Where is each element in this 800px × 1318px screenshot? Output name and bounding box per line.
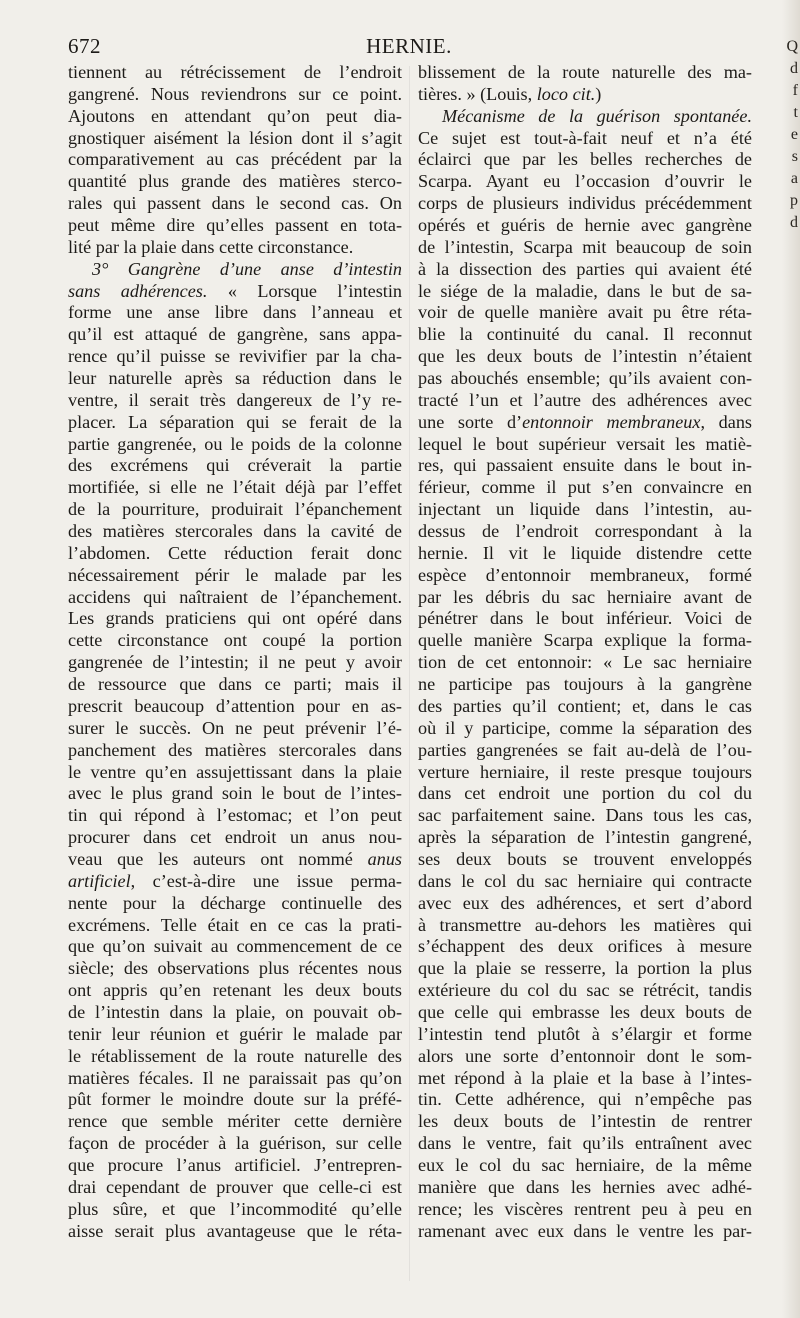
edge-glyph: s <box>791 148 798 165</box>
text-line: que la plaie se resserre, la portion la plus <box>418 958 752 979</box>
text-line: de l’intestin dans la plaie, on pouvait ob- <box>68 1001 402 1022</box>
text-line: panchement des matières stercorales dans <box>68 739 402 760</box>
text-line: sans adhérences. « Lorsque l’intestin <box>68 280 402 301</box>
text-line: blissement de la route naturelle des ma- <box>418 62 752 82</box>
text-line: que qu’on suivait au commencement de ce <box>68 936 402 957</box>
text-line: à la dissection des parties qui avaient été <box>418 258 752 279</box>
text-line: Les grands praticiens qui ont opéré dans <box>68 608 402 629</box>
facing-page-edge <box>782 0 800 1318</box>
column-gutter <box>409 66 410 1281</box>
running-header <box>68 34 750 62</box>
text-line: lequel le bout supérieur versait les matiè- <box>418 433 752 454</box>
edge-glyph: d <box>790 214 798 231</box>
text-line: corps de plusieurs individus précédemment <box>418 193 752 214</box>
text-line: matières fécales. Il ne paraissait pas qu’on <box>68 1067 402 1088</box>
text-line: procurer dans cet endroit un anus nou- <box>68 827 402 848</box>
text-line: accidens qui naîtraient de l’épanchement. <box>68 586 402 607</box>
text-line: de l’intestin, Scarpa mit beaucoup de soin <box>418 236 752 257</box>
text-line: siècle; des observations plus récentes nous <box>68 958 402 979</box>
text-line: cette circonstance ont coupé la portion <box>68 630 402 651</box>
text-line: injectant un liquide dans l’intestin, au- <box>418 499 752 520</box>
text-line: par les débris du sac herniaire avant de <box>418 586 752 607</box>
text-line: une sorte d’entonnoir membraneux, dans <box>418 411 752 432</box>
text-line: à transmettre au-dehors les matières qui <box>418 914 752 935</box>
text-line: Ce sujet est tout-à-fait neuf et n’a été <box>418 127 752 148</box>
text-line: Ajoutons en attendant qu’on peut dia- <box>68 105 402 126</box>
edge-glyph: p <box>790 192 798 209</box>
text-line: extérieure du col du sac se rétrécit, tandis <box>418 980 752 1001</box>
left-column <box>68 62 402 1242</box>
edge-glyph: Q <box>786 38 798 55</box>
text-line: Scarpa. Ayant eu l’occasion d’ouvrir le <box>418 171 752 192</box>
text-line: les deux bouts de l’intestin de rentrer <box>418 1111 752 1132</box>
text-line: qu’il est attaqué de gangrène, sans appa- <box>68 324 402 345</box>
text-line: l’abdomen. Cette réduction ferait donc <box>68 542 402 563</box>
text-line: avec le plus grand soin le bout de l’intes- <box>68 783 402 804</box>
text-line: le rétablissement de la route naturelle des <box>68 1045 402 1066</box>
text-line: après la séparation de l’intestin gangrené, <box>418 827 752 848</box>
text-line: rales qui passent dans le second cas. On <box>68 193 402 214</box>
text-line: partie gangrenée, ou le poids de la colonne <box>68 433 402 454</box>
text-line: excrémens. Telle était en ce cas la prati- <box>68 914 402 935</box>
text-line: espèce d’entonnoir membraneux, formé <box>418 564 752 585</box>
text-line: artificiel, c’est-à-dire une issue perma- <box>68 870 402 891</box>
text-line: de la pourriture, produirait l’épanchement <box>68 499 402 520</box>
text-line: nécessairement périr le malade par les <box>68 564 402 585</box>
text-line: sac parfaitement saine. Dans tous les cas, <box>418 805 752 826</box>
text-line: des parties qu’il contient; et, dans le cas <box>418 695 752 716</box>
text-line: plus sûre, et que l’incommodité qu’elle <box>68 1198 402 1219</box>
text-line: voir de quelle manière avait pu être réta- <box>418 302 752 323</box>
text-line: met répond à la plaie et la base à l’intes- <box>418 1067 752 1088</box>
text-line: alors une sorte d’entonnoir dont le som- <box>418 1045 752 1066</box>
text-line: tenir leur réunion et guérir le malade par <box>68 1023 402 1044</box>
text-line: ramenant avec eux dans le ventre les par- <box>418 1220 752 1241</box>
text-line: des excrémens qui créverait la partie <box>68 455 402 476</box>
text-line: gnostiquer aisément la lésion dont il s’agit <box>68 127 402 148</box>
text-line: quelle manière Scarpa explique la forma- <box>418 630 752 651</box>
text-line: gangrenée de l’intestin; il ne peut y avoir <box>68 652 402 673</box>
text-line: tin. Cette adhérence, qui n’empêche pas <box>418 1089 752 1110</box>
text-line: rence qu’il puisse se revivifier par la cha- <box>68 346 402 367</box>
text-line: prescrit beaucoup d’attention pour en as- <box>68 695 402 716</box>
text-line: que procure l’anus artificiel. J’entrepren- <box>68 1154 402 1175</box>
text-line: pénétrer dans le bout inférieur. Voici de <box>418 608 752 629</box>
text-line: tracté l’un et l’autre des adhérences avec <box>418 389 752 410</box>
edge-glyph: f <box>792 82 798 99</box>
text-line: aisse serait plus avantageuse que le réta- <box>68 1220 402 1241</box>
text-line: res, qui passaient ensuite dans le bout in- <box>418 455 752 476</box>
text-line: le siége de la maladie, dans le but de sa- <box>418 280 752 301</box>
text-line: ses deux bouts se trouvent enveloppés <box>418 848 752 869</box>
text-line: ont appris qu’en retenant les deux bouts <box>68 980 402 1001</box>
text-line: surer le succès. On ne peut prévenir l’é- <box>68 717 402 738</box>
edge-glyph: e <box>790 126 798 143</box>
text-line: gangrené. Nous reviendrons sur ce point. <box>68 83 402 104</box>
text-line: verture herniaire, il reste presque toujours <box>418 761 752 782</box>
text-line: de ressource que dans ce parti; mais il <box>68 674 402 695</box>
text-line: leur naturelle après sa réduction dans le <box>68 368 402 389</box>
edge-glyph: t <box>793 104 798 121</box>
text-line: manière que dans les hernies avec adhé- <box>418 1176 752 1197</box>
text-line: hernie. Il vit le liquide distendre cette <box>418 542 752 563</box>
text-line: façon de procéder à la guérison, sur celle <box>68 1133 402 1154</box>
text-line: rence que semble mériter cette dernière <box>68 1111 402 1132</box>
text-line: lité par la plaie dans cette circonstance. <box>68 236 354 257</box>
text-line: peut même dire qu’elles passent en tota- <box>68 215 402 236</box>
text-line: ventre, il serait très dangereux de l’y re- <box>68 389 402 410</box>
text-line: forme une anse libre dans l’anneau et <box>68 302 402 323</box>
text-line: éclairci que par les belles recherches de <box>418 149 752 170</box>
text-line: l’intestin tend plutôt à s’élargir et forme <box>418 1023 752 1044</box>
text-line: des matières stercorales dans la cavité de <box>68 521 402 542</box>
text-line: comparativement au cas précédent par la <box>68 149 402 170</box>
text-line: pût former le moindre doute sur la préfé- <box>68 1089 402 1110</box>
text-line: où il y participe, comme la séparation des <box>418 717 752 738</box>
text-line: tion de cet entonnoir: « Le sac herniaire <box>418 652 752 673</box>
right-column <box>418 62 752 1242</box>
text-line: que les deux bouts de l’intestin n’étaient <box>418 346 752 367</box>
text-line: veau que les auteurs ont nommé anus <box>68 848 402 869</box>
text-line: férieur, comme il put s’en convaincre en <box>418 477 752 498</box>
text-line: s’échappent des deux orifices à mesure <box>418 936 752 957</box>
text-line: drai cependant de prouver que celle-ci est <box>68 1176 402 1197</box>
text-line: rence; les viscères rentrent peu à peu en <box>418 1198 752 1219</box>
text-line: Mécanisme de la guérison spontanée. <box>442 105 752 126</box>
text-line: dessus de l’endroit correspondant à la <box>418 521 752 542</box>
edge-glyph: a <box>790 170 798 187</box>
text-line: avec eux des adhérences, et sert d’abord <box>418 892 752 913</box>
text-line: dans le ventre, fait qu’ils entraînent avec <box>418 1133 752 1154</box>
text-line: pas abouchés ensemble; qu’ils avaient con- <box>418 368 752 389</box>
text-line: tiennent au rétrécissement de l’endroit <box>68 62 402 82</box>
text-line: ne participe pas toujours à la gangrène <box>418 674 752 695</box>
text-line: mortifiée, si elle ne l’était déjà par l’effet <box>68 477 402 498</box>
text-line: placer. La séparation qui se ferait de la <box>68 411 402 432</box>
text-line: eux le col du sac herniaire, de la même <box>418 1154 752 1175</box>
text-line: quantité plus grande des matières sterco- <box>68 171 402 192</box>
running-title: HERNIE. <box>366 34 452 58</box>
text-line: 3° Gangrène d’une anse d’intestin <box>92 258 402 279</box>
text-line: dans le col du sac herniaire qui contracte <box>418 870 752 891</box>
text-line: opérés et guéris de hernie avec gangrène <box>418 215 752 236</box>
page-number: 672 <box>68 34 101 58</box>
text-line: le ventre qu’en assujettissant dans la plaie <box>68 761 402 782</box>
text-line: blie la continuité du canal. Il reconnut <box>418 324 752 345</box>
text-line: parties gangrenées se fait au-delà de l’ou- <box>418 739 752 760</box>
text-line: que celle qui embrasse les deux bouts de <box>418 1001 752 1022</box>
text-line: dans cet endroit une portion du col du <box>418 783 752 804</box>
edge-glyph: d <box>790 60 798 77</box>
text-line: tin qui répond à l’estomac; et l’on peut <box>68 805 402 826</box>
text-line: nente pour la décharge continuelle des <box>68 892 402 913</box>
text-line: tières. » (Louis, loco cit.) <box>418 83 602 104</box>
